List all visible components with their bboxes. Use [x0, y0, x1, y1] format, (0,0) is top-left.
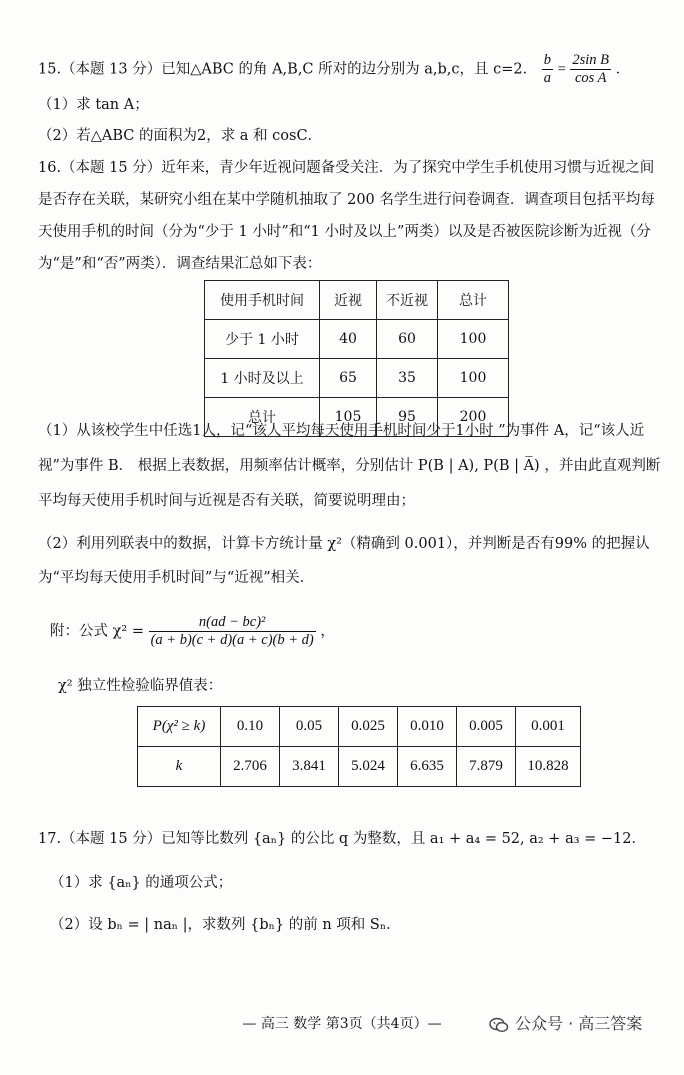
table-cell: 2.706: [221, 747, 280, 787]
q17-part1: （1）求 {aₙ} 的通项公式；: [50, 875, 233, 891]
table-cell: 0.010: [398, 707, 457, 747]
table-row: [205, 320, 509, 359]
q16-part2-line-1: （2）利用列联表中的数据，计算卡方统计量 χ²（精确到 0.001），并判断是否有99% 的把握认: [38, 536, 650, 552]
table-header-row: [205, 281, 509, 320]
q16-line-3: 天使用手机的时间（分为“少于 1 小时”和“1 小时及以上”两类）以及是否被医院诊断为近视（分: [38, 224, 651, 240]
q16-line-4: 为“是”和“否”两类）．调查结果汇总如下表：: [38, 256, 322, 272]
watermark: [489, 1011, 642, 1034]
q16-part2-line-2: 为“平均每天使用手机时间”与“近视”相关．: [38, 570, 315, 586]
table-header-cell: 不近视: [377, 281, 438, 320]
q15-part1: （1）求 tan A；: [38, 97, 149, 113]
q16-part1-line-1: （1）从该校学生中任选1人，记“该人平均每天使用手机时间少于1小时 ”为事件 A，记“该人近: [38, 423, 645, 439]
q15-stem: 15.（本题 13 分）已知△ABC 的角 A,B,C 所对的边分别为 a,b,c，且 c=2． $\frac{b}{a}$ = $\frac{\text{2sin B}}{\text{cos A}}$ ．: [38, 52, 631, 86]
table-cell: 0.10: [221, 707, 280, 747]
table-header-cell: 总计: [438, 281, 509, 320]
q16-part1-line-2: 视”为事件 B． 根据上表数据，用频率估计概率，分别估计 P(B | A), P(B | A̅) ，并由此直观判断: [38, 458, 661, 474]
table-cell: 0.025: [339, 707, 398, 747]
critical-table-title: χ² 独立性检验临界值表：: [58, 678, 223, 694]
table-cell: 0.001: [516, 707, 581, 747]
table-cell: 10.828: [516, 747, 581, 787]
q16-line-1: 16.（本题 15 分）近年来，青少年近视问题备受关注．为了探究中学生手机使用习惯与近视之间: [38, 160, 655, 176]
q17-part2: （2）设 bₙ = | naₙ |，求数列 {bₙ} 的前 n 项和 Sₙ．: [50, 917, 401, 933]
table-header-cell: 使用手机时间: [205, 281, 320, 320]
q15-frac-rhs: $\frac{\text{2sin B}}{\text{cos A}}$: [572, 52, 610, 86]
table-cell: k: [138, 747, 221, 787]
table-cell: 95: [377, 398, 438, 437]
table-cell: 40: [320, 320, 377, 359]
table-cell: 200: [438, 398, 509, 437]
chi-square-formula: 附：公式 χ² = $\frac{\text{n(ad − bc)²}}{(a + b)(c + d)(a + c)(b + d)}$ ，: [50, 614, 335, 648]
watermark-text: 公众号 · 高三答案: [515, 1014, 643, 1033]
table-cell: 3.841: [280, 747, 339, 787]
table-cell: 5.024: [339, 747, 398, 787]
critical-value-table: [137, 706, 581, 787]
table-cell: 100: [438, 320, 509, 359]
table-cell: 65: [320, 359, 377, 398]
formula-fraction: $\frac{\text{n(ad − bc)²}}{(a + b)(c + d)(a + c)(b + d)}$: [150, 614, 314, 648]
table-row: [138, 707, 581, 747]
table-row: [138, 747, 581, 787]
table-cell: 0.005: [457, 707, 516, 747]
table-cell: 总计: [205, 398, 320, 437]
q17-stem: 17.（本题 15 分）已知等比数列 {aₙ} 的公比 q 为整数，且 a₁ + a₄ = 52, a₂ + a₃ = −12．: [38, 831, 646, 847]
q15-part2: （2）若△ABC 的面积为2，求 a 和 cosC．: [38, 128, 323, 144]
q16-part1-line-3: 平均每天使用手机时间与近视是否有关联，简要说明理由；: [38, 493, 415, 509]
table-row: [205, 359, 509, 398]
contingency-table: [204, 280, 509, 437]
table-cell: 少于 1 小时: [205, 320, 320, 359]
table-cell: 60: [377, 320, 438, 359]
table-cell: 105: [320, 398, 377, 437]
q16-line-2: 是否存在关联，某研究小组在某中学随机抽取了 200 名学生进行问卷调查．调查项目包括平均每: [38, 192, 655, 208]
table-cell: P(χ² ≥ k): [138, 707, 221, 747]
table-cell: 0.05: [280, 707, 339, 747]
wechat-icon: [489, 1017, 509, 1033]
table-header-cell: 近视: [320, 281, 377, 320]
table-cell: 1 小时及以上: [205, 359, 320, 398]
table-cell: 7.879: [457, 747, 516, 787]
q15-frac-lhs: $\frac{b}{a}$: [543, 52, 551, 86]
table-cell: 100: [438, 359, 509, 398]
table-cell: 6.635: [398, 747, 457, 787]
table-cell: 35: [377, 359, 438, 398]
page-footer: — 高三 数学 第3页（共4页）—: [242, 1016, 442, 1032]
